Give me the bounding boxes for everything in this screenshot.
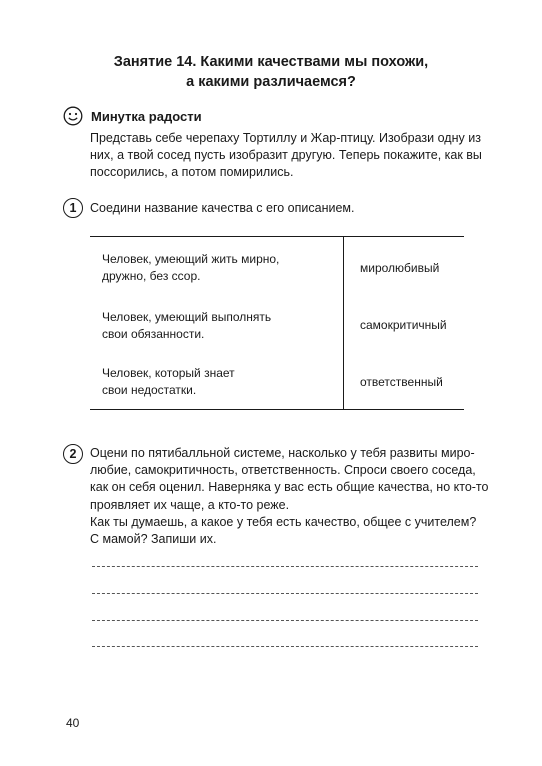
task-2-line: любие, самокритичность, ответственность. Спроси своего соседа, — [90, 463, 476, 478]
description-line: свои недостатки. — [102, 382, 197, 397]
description-line: Человек, который знает — [102, 366, 235, 380]
lesson-title — [0, 52, 542, 92]
answer-line[interactable] — [92, 646, 478, 647]
quality-responsible: ответственный — [360, 375, 443, 389]
task-2-line: проявляет их чаще, а кто-то реже. — [90, 497, 290, 512]
task-1-instruction — [90, 200, 492, 217]
quality-peaceful: миролюбивый — [360, 261, 440, 275]
table-row-description — [102, 251, 332, 284]
task-2-question-line: С мамой? Запиши их. — [90, 532, 217, 547]
task-2-number-badge: 2 — [63, 444, 83, 464]
task-2-question-line: Как ты думаешь, а какое у тебя есть качество, общее с учителем? — [90, 515, 477, 529]
description-line: Человек, умеющий выполнять — [102, 310, 272, 324]
task-1-instruction-text: Соедини название качества с его описанием. — [90, 201, 355, 215]
task-1-number-badge: 1 — [63, 198, 83, 218]
minute-of-joy-line: них, а твой сосед пусть изобразит другую. Теперь покажите, как вы — [90, 148, 482, 163]
answer-line[interactable] — [92, 593, 478, 594]
description-line: Человек, умеющий жить мирно, — [102, 252, 280, 266]
table-divider — [343, 237, 344, 409]
minute-of-joy-text — [90, 130, 492, 182]
answer-line[interactable] — [92, 566, 478, 567]
matching-table — [90, 236, 464, 410]
task-2-question — [90, 514, 492, 548]
table-row-description — [102, 309, 332, 342]
smiley-icon — [63, 106, 83, 126]
description-line: дружно, без ссор. — [102, 268, 201, 283]
answer-line[interactable] — [92, 620, 478, 621]
lesson-title-line-2: а какими различаемся? — [186, 74, 356, 90]
table-row-description — [102, 365, 332, 398]
task-2-text — [90, 445, 492, 514]
page-number: 40 — [66, 716, 80, 730]
task-2-line: Оцени по пятибалльной системе, насколько у тебя развиты миро- — [90, 446, 475, 460]
lesson-title-line-1: Занятие 14. Какими качествами мы похожи, — [113, 54, 429, 70]
quality-self-critical: самокритичный — [360, 318, 447, 332]
minute-of-joy-line: поссорились, а потом помирились. — [90, 165, 294, 180]
minute-of-joy-heading: Минутка радости — [91, 109, 202, 124]
task-2-line: как он себя оценил. Наверняка у вас есть общие качества, но кто-то — [90, 480, 489, 495]
minute-of-joy-line: Представь себе черепаху Тортиллу и Жар-птицу. Изобрази одну из — [90, 131, 481, 145]
description-line: свои обязанности. — [102, 326, 205, 341]
